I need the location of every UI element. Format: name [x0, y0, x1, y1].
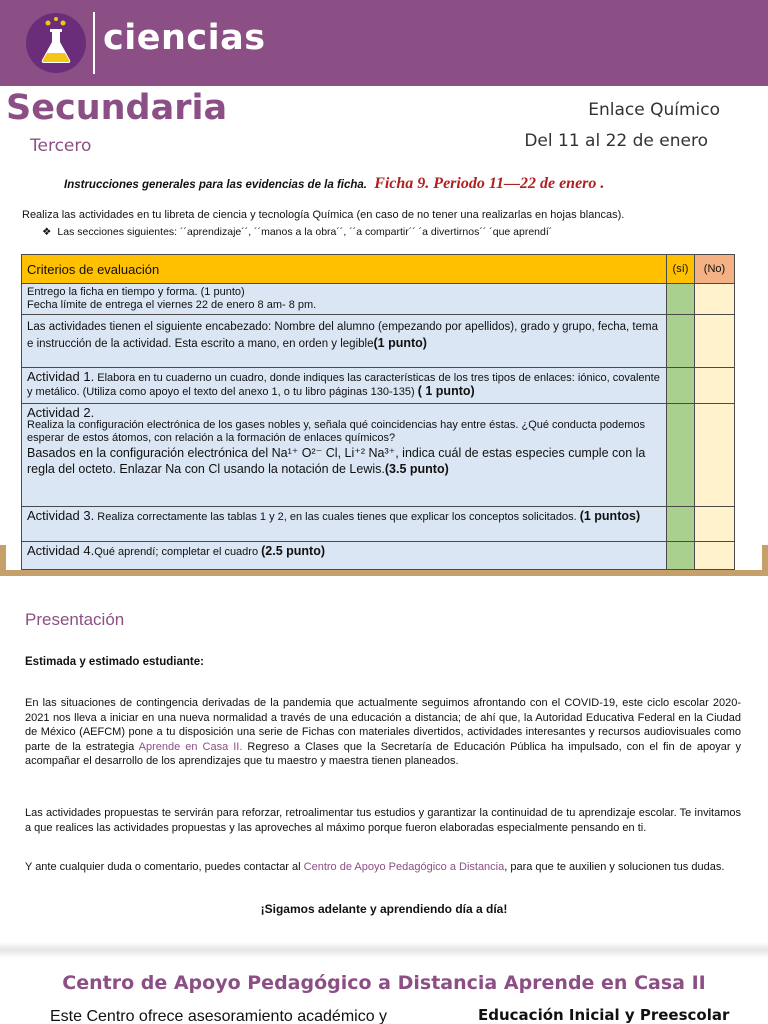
- table-row: [22, 284, 735, 315]
- criterion-activity-1: [22, 368, 667, 404]
- activity-title: Actividad 2.: [27, 405, 95, 420]
- paragraph-text: , para que te auxilien y solucionen tus dudas.: [504, 861, 725, 873]
- yes-column-header: (sí): [667, 255, 695, 284]
- table-row: [22, 368, 735, 404]
- yes-checkbox-cell[interactable]: [667, 284, 695, 315]
- paragraph-intro: [25, 696, 741, 769]
- aprende-en-casa-link[interactable]: Aprende en Casa II.: [138, 740, 243, 753]
- activity-points: (3.5 punto): [384, 462, 449, 476]
- activity-text: Basados en la configuración electrónica del Na¹⁺ O²⁻ Cl, Li⁺² Na³⁺, indica cuál de estas especies cumple con la regla del octeto. Enlazar Na con Cl usando la notación de Lewis.: [27, 446, 646, 476]
- criterion-activity-2: [22, 404, 667, 507]
- no-checkbox-cell[interactable]: [695, 284, 735, 315]
- yes-checkbox-cell[interactable]: [667, 507, 695, 542]
- activity-title: Actividad 1.: [27, 369, 95, 384]
- activity-text: Realiza correctamente las tablas 1 y 2, en las cuales tienes que explicar los conceptos solicitados.: [97, 511, 577, 523]
- criterion-heading: [22, 315, 667, 368]
- instructions-text: Instrucciones generales para las evidencias de la ficha.: [64, 179, 367, 191]
- yes-checkbox-cell[interactable]: [667, 315, 695, 368]
- sections-text: Las secciones siguientes: ´´aprendizaje´´, ´´manos a la obra´´, ´´a compartir´´ ´a divertirnos´´ ´que aprendí´: [57, 226, 553, 238]
- support-center-description: Este Centro ofrece asesoramiento académico y: [50, 1008, 388, 1024]
- activity-points: ( 1 punto): [417, 384, 475, 398]
- logo-divider: [93, 12, 95, 74]
- no-checkbox-cell[interactable]: [695, 404, 735, 507]
- table-header-row: [22, 255, 735, 284]
- activity-points: (1 puntos): [579, 509, 641, 523]
- closing-message: ¡Sigamos adelante y aprendiendo día a día!: [260, 902, 508, 916]
- criteria-header: Criterios de evaluación: [22, 255, 667, 284]
- yes-checkbox-cell[interactable]: [667, 368, 695, 404]
- instructions-realiza: Realiza las actividades en tu libreta de ciencia y tecnología Química (en caso de no tener una realizarlas en hojas blancas).: [22, 209, 625, 221]
- topic-label: Enlace Químico: [588, 100, 720, 120]
- activity-text: Qué aprendí; completar el cuadro: [94, 546, 259, 558]
- criterion-text: Entrego la ficha en tiempo y forma. (1 punto): [27, 286, 245, 298]
- evaluation-criteria-table: [21, 254, 735, 570]
- no-column-header: (No): [695, 255, 735, 284]
- table-row: [22, 507, 735, 542]
- no-checkbox-cell[interactable]: [695, 507, 735, 542]
- footer-divider: [0, 942, 768, 958]
- paragraph-text: En las situaciones de contingencia derivadas de la pandemia que actualmente seguimos afrontando con el COVID-19, este ciclo escolar 2020-2021 nos lleva a iniciar en una nueva normalidad a través de una educación a distancia; de ahí que, la Autoridad Educativa Federal en la Ciudad de México (AEFCM) pone a tu disposición una serie de Fichas con materiales divertidos, actividades interesantes y recursos audiovisuales como parte de la estrategia: [25, 697, 741, 753]
- page-divider: [0, 570, 768, 576]
- activity-title: Actividad 4.: [27, 543, 95, 558]
- paragraph-text: Regreso a Clases que la Secretaría de Educación Pública ha impulsado, con el fin de apoyar y acompañar el desarrollo de los aprendizajes que tu maestro y maestra tienen planeados.: [25, 740, 741, 767]
- paragraph-text: Y ante cualquier duda o comentario, puedes contactar al: [25, 861, 301, 873]
- criterion-activity-3: [22, 507, 667, 542]
- yes-checkbox-cell[interactable]: [667, 404, 695, 507]
- education-level-heading: Educación Inicial y Preescolar: [478, 1006, 730, 1024]
- flask-icon: [26, 13, 86, 73]
- support-center-title: Centro de Apoyo Pedagógico a Distancia Aprende en Casa II: [62, 972, 706, 994]
- paragraph-activities: Las actividades propuestas te servirán para reforzar, retroalimentar tus estudios y garantizar la continuidad de tu aprendizaje escolar. Te invitamos a que realices las actividades propuestas y las aproveches al máximo porque fueron elaboradas especialmente pensando en ti.: [25, 807, 741, 834]
- criterion-points: (1 punto): [373, 336, 427, 350]
- no-checkbox-cell[interactable]: [695, 368, 735, 404]
- greeting: Estimada y estimado estudiante:: [25, 656, 204, 668]
- brand-name: ciencias: [103, 18, 266, 58]
- criterion-delivery: [22, 284, 667, 315]
- date-range: Del 11 al 22 de enero: [524, 131, 708, 151]
- activity-text: Elabora en tu cuaderno un cuadro, donde indiques las características de los tres tipos de enlaces: iónico, covalente y metálico. (Utiliza como apoyo el texto del anexo 1, o tu libro páginas 130-135): [27, 372, 660, 398]
- ficha-period: Ficha 9. Periodo 11—22 de enero .: [374, 175, 605, 192]
- table-row: [22, 315, 735, 368]
- grade-label: Tercero: [30, 136, 92, 156]
- diamond-bullet-icon: ❖: [42, 226, 52, 238]
- activity-title: Actividad 3.: [27, 508, 95, 523]
- sections-list: [42, 226, 552, 238]
- header-bar: [0, 0, 768, 86]
- table-row: [22, 404, 735, 507]
- support-center-link[interactable]: Centro de Apoyo Pedagógico a Distancia: [303, 861, 505, 873]
- presentation-title: Presentación: [25, 610, 125, 629]
- no-checkbox-cell[interactable]: [695, 315, 735, 368]
- paragraph-contact: [25, 860, 741, 875]
- criterion-text: Las actividades tienen el siguiente encabezado: Nombre del alumno (empezando por apellidos), grado y grupo, fecha, tema e instrucción de la actividad. Esta escrito a mano, en orden y legible: [27, 321, 658, 350]
- general-instructions: [64, 175, 604, 193]
- activity-points: (2.5 punto): [261, 544, 326, 558]
- activity-text: Realiza la configuración electrónica de los gases nobles y, señala qué coincidencias hay entre éstas. ¿Qué conducta podemos esperar de estos átomos, con relación a la formación de enlaces químicos?: [27, 419, 645, 444]
- page-title: Secundaria: [6, 88, 228, 128]
- criterion-deadline: Fecha límite de entrega el viernes 22 de enero 8 am- 8 pm.: [27, 299, 317, 311]
